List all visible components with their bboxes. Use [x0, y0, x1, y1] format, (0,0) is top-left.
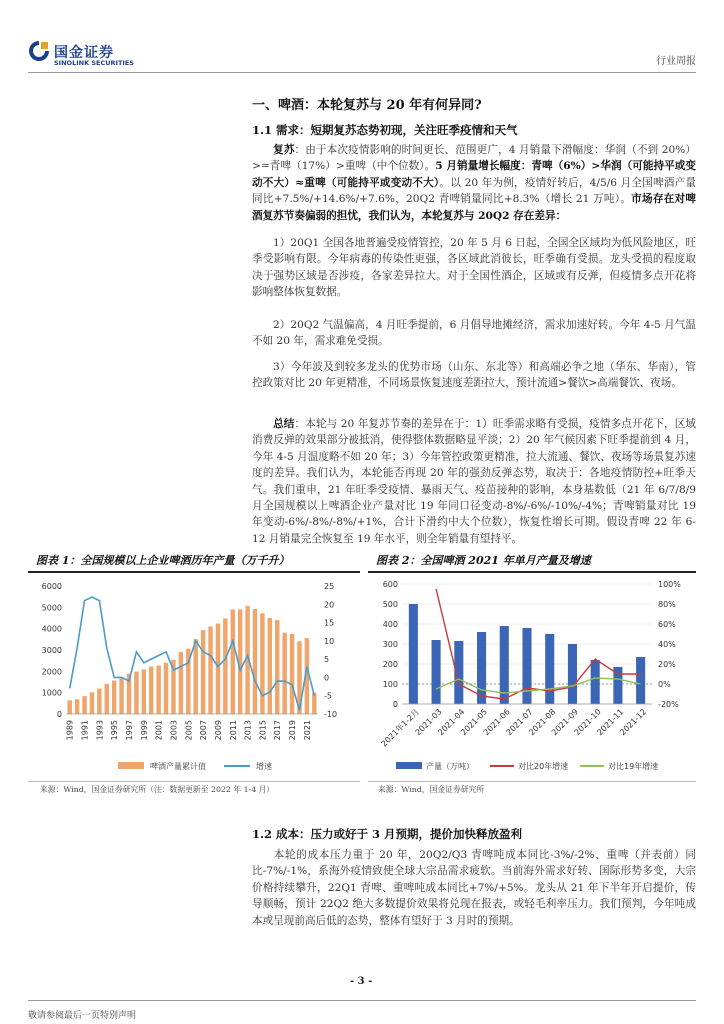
chart1-bar	[253, 609, 257, 714]
summary-label: 总结	[273, 418, 295, 430]
chart2-bar	[409, 604, 418, 704]
chart1-ytick-left: 2000	[41, 667, 62, 677]
chart1-ytick-right: 10	[324, 636, 335, 646]
chart1-bar	[312, 693, 316, 714]
chart1-bar	[260, 613, 264, 714]
chart1-bar	[97, 689, 101, 714]
chart1-bar	[282, 633, 286, 714]
chart1-xtick: 1993	[95, 720, 105, 741]
point-1-text: 1）20Q1 全国各地普遍受疫情管控，20 年 5 月 6 日起，全国全区域均为低风险地区，旺季受影响有限。今年病毒的传染性更强，各区域此消彼长，旺季确有受损。龙头受损的程度取决于强势区域是否涉疫，各家差异拉大。对于全国性酒企，区域或有反弹，但疫情多点开花将影响整体恢复数据。	[252, 237, 696, 299]
chart2-legend-line1-label: 对比20年增速	[518, 762, 569, 771]
page-number: - 3 -	[350, 976, 373, 987]
chart1-legend-bar-swatch	[118, 762, 144, 769]
chart1-bar	[112, 681, 116, 714]
chart1-bar	[142, 669, 146, 714]
chart1-xtick: 2021	[302, 720, 312, 741]
chart1-xtick: 2005	[184, 720, 194, 741]
chart2-bar	[522, 628, 531, 704]
recovery-segment-1: ：由于本次疫情影响的时间更长、范围更广，4 月销量下滑幅度：华润（不到 20%）>=青啤（17%）>重啤（中个位数）。	[252, 144, 696, 173]
chart2-bar	[432, 640, 441, 704]
chart1-ytick-left: 4000	[41, 624, 62, 634]
subsection-title-cost: 1.2 成本：压力或好于 3 月预期，提价加快释放盈利	[252, 827, 523, 841]
chart2-bar	[636, 657, 645, 704]
recovery-segment-4: 市场存在对啤酒复苏节奏偏弱的担忧，我们认为，本轮复苏与 20Q2 存在差异：	[252, 193, 696, 222]
chart1-ytick-left: 6000	[41, 582, 62, 591]
chart2-ytick-right: 60%	[658, 620, 676, 629]
chart2-xtick: 2021-09	[549, 707, 580, 738]
chart1-bar	[201, 630, 205, 714]
chart1-ytick-right: 25	[324, 582, 335, 591]
chart1-source: 来源：Wind，国金证券研究所（注：数据更新至 2022 年 1-4 月）	[40, 785, 275, 794]
chart1-ytick-right: 5	[324, 655, 330, 665]
chart2-legend-bar-swatch	[396, 762, 422, 769]
chart2-ytick-left: 400	[382, 620, 398, 629]
chart2-bar	[591, 660, 600, 704]
chart1-xtick: 2015	[258, 720, 268, 741]
recovery-segment-2: 5 月销量增长幅度：青啤（6%）>华润（可能持平或变动不大）≈重啤（可能持平或变动不大）	[252, 160, 696, 189]
chart1-xtick: 2003	[169, 720, 179, 741]
chart2-ytick-right: 100%	[658, 580, 681, 589]
chart1-ytick-left: 0	[56, 710, 62, 719]
paragraph-recovery	[252, 142, 696, 224]
point-3-text: 3）今年波及到较多龙头的优势市场（山东、东北等）和高端必争之地（华东、华南），管控政策对比 20 年更精准，不同场景恢复速度差距拉大，预计流通>餐饮>高端餐饮、夜场。	[252, 361, 696, 390]
header-divider	[28, 72, 696, 73]
chart2-ytick-left: 100	[382, 680, 398, 689]
chart1-ytick-left: 3000	[41, 646, 62, 655]
chart2-ytick-left: 0	[392, 700, 398, 709]
section-title: 一、啤酒：本轮复苏与 20 年有何异同?	[252, 98, 482, 113]
chart1-legend-bar-label: 啤酒产量累计值	[150, 762, 206, 771]
chart2-source-rule	[368, 781, 696, 782]
chart1-ytick-right: -10	[324, 710, 338, 719]
chart2-ytick-right: 0%	[658, 680, 671, 689]
paragraph-point-1	[252, 235, 696, 301]
chart2-ytick-left: 600	[382, 580, 398, 589]
chart1-xtick: 1999	[139, 720, 149, 741]
chart2-xtick: 2021年1-2月	[379, 707, 421, 749]
chart1-xtick: 2011	[228, 720, 238, 741]
chart1-xtick: 2009	[213, 720, 223, 741]
chart1-bar	[156, 666, 160, 714]
chart2-bar	[477, 632, 486, 704]
recovery-segment-3: 。以 20 年为例，疫情好转后，4/5/6 月全国啤酒产量同比+7.5%/+14.6%/+7.6%，20Q2 青啤销量同比+8.3%（增长 21 万吨）。	[252, 176, 696, 206]
chart1-bar	[82, 696, 86, 714]
chart1-xtick: 1989	[65, 720, 75, 741]
chart2-xtick: 2021-08	[527, 707, 558, 738]
chart2-legend-line2-label: 对比19年增速	[608, 762, 659, 771]
chart2-xtick: 2021-12	[618, 707, 649, 738]
chart2-ytick-left: 500	[382, 600, 398, 609]
chart1-bar	[179, 652, 183, 714]
subsection-title-demand: 1.1 需求：短期复苏态势初现，关注旺季疫情和天气	[252, 123, 518, 137]
chart1-bar	[164, 663, 168, 714]
chart1-bar	[216, 624, 220, 714]
chart2-xtick: 2021-07	[504, 707, 535, 738]
chart2-ytick-left: 300	[382, 640, 398, 649]
chart2-xtick: 2021-06	[481, 707, 512, 738]
chart1-bar	[149, 666, 153, 714]
chart1-source-rule	[28, 781, 360, 782]
chart1-title-rule	[28, 571, 360, 573]
chart2-ytick-right: 40%	[658, 640, 676, 649]
chart2-ytick-left: 200	[382, 660, 398, 669]
chart1-xtick: 2019	[288, 720, 298, 741]
chart2-xtick: 2021-04	[436, 707, 467, 738]
chart1-ytick-right: 20	[324, 600, 335, 610]
chart2-bar	[545, 634, 554, 704]
cost-text: 本轮的成本压力重于 20 年，20Q2/Q3 青啤吨成本同比-3%/-2%、重啤（并表前）同比-7%/-1%，系海外疫情致使全球大宗品需求疲软。当前海外需求好转、国际形势多变，大宗价格持续攀升，22Q1 青啤、重啤吨成本同比+7%/+5%。龙头从 21 年下半年开启提价，传导顺畅，预计 22Q2 绝大多数提价效果将兑现在报表，或轻毛利率压力。我们预判，今年吨成本或呈现前高后低的态势，整体有望好于 3 月时的预期。	[252, 849, 696, 927]
chart1-xtick: 2001	[154, 720, 164, 741]
chart1-xtick: 1995	[110, 720, 120, 741]
chart1-bar	[290, 634, 294, 714]
chart1-bar	[208, 627, 212, 714]
chart2-plot	[368, 574, 696, 778]
chart1-bar	[90, 692, 94, 714]
chart2-source: 来源：Wind，国金证券研究所	[378, 785, 485, 794]
chart1-bar	[193, 639, 197, 714]
chart1-bar	[231, 609, 235, 714]
chart2-xtick: 2021-11	[595, 707, 626, 738]
chart1-ytick-right: -5	[324, 691, 332, 701]
chart1-xtick: 2017	[273, 720, 283, 741]
paragraph-point-2	[252, 317, 696, 350]
chart1-xtick: 2007	[199, 720, 209, 741]
chart1-bar	[67, 700, 71, 714]
paragraph-point-3	[252, 359, 696, 392]
sinolink-logo-icon	[28, 40, 50, 62]
chart2-title: 图表 2：全国啤酒 2021 年单月产量及增速	[376, 554, 591, 567]
chart2-bar	[568, 644, 577, 704]
paragraph-summary	[252, 416, 696, 547]
chart2-xtick: 2021-05	[459, 707, 490, 738]
chart1-xtick: 1997	[125, 720, 134, 741]
chart1-ytick-left: 1000	[41, 688, 62, 698]
chart2-ytick-right: 20%	[658, 660, 676, 669]
recovery-segment-0: 复苏	[273, 144, 295, 156]
chart1-bar	[134, 672, 138, 714]
chart1-bar	[268, 618, 272, 714]
brand-name-cn: 国金证券	[54, 45, 114, 61]
report-type-label: 行业周报	[656, 56, 696, 67]
paragraph-cost	[252, 847, 696, 929]
chart2-line-2	[436, 678, 640, 693]
chart1-title: 图表 1：全国规模以上企业啤酒历年产量（万千升）	[36, 554, 290, 567]
chart2-xtick: 2021-03	[413, 707, 444, 738]
chart2-xtick: 2021-10	[572, 707, 603, 738]
chart2-ytick-right: 80%	[658, 600, 676, 609]
chart1-bar	[119, 678, 123, 714]
chart1-ytick-right: 15	[324, 618, 335, 628]
chart1-plot	[28, 574, 360, 778]
chart1-bar	[75, 699, 79, 714]
chart1-ytick-left: 5000	[41, 603, 62, 613]
footer-divider	[28, 1000, 696, 1001]
chart1-xtick: 2013	[243, 720, 253, 741]
chart2-legend-bar-label: 产量（万吨）	[426, 762, 474, 771]
chart1-xtick: 1991	[80, 720, 90, 741]
brand-name-en: SINOLINK SECURITIES	[54, 59, 134, 67]
chart2-title-rule	[368, 571, 696, 573]
summary-text: ：本轮与 20 年复苏节奏的差异在于：1）旺季需求略有受损，疫情多点开花下，区域消费反弹的效果部分被抵消，使得整体数据略显平淡；2）20 年气候因素下旺季提前到 4 月，今年 4-5 月温度略不如 20 年；3）今年管控政策更精准，拉大流通、餐饮、夜场等场景复苏速度的差异。我们认为，本轮能否再现 20 年的强劲反弹态势，取决于：各地疫情防控+旺季天气。我们重申，21 年旺季受疫情、暴雨天气、疫苗接种的影响，本身基数低（21 年 6/7/8/9 月全国规模以上啤酒企业产量对比 19 年同口径变动-8%/-6%/-10%/-4%；青啤销量对比 19 年变动-6%/-8%/-8%/+1%，合计下滑约中大个位数），恢复性增长可期。假设青啤 22 年 6-12 月销量完全恢复至 19 年水平，则全年销量有望持平。	[252, 418, 697, 545]
chart1-legend-line-label: 增速	[256, 762, 272, 771]
chart1-bar	[223, 618, 227, 714]
chart1-bar	[275, 620, 279, 714]
chart1-ytick-right: 0	[324, 673, 330, 683]
point-2-text: 2）20Q2 气温偏高，4 月旺季提前，6 月倡导地摊经济，需求加速好转。今年 4-5 月气温不如 20 年，需求难免受损。	[252, 319, 696, 348]
chart1-bar	[105, 684, 109, 714]
footer-disclaimer: 敬请参阅最后一页特别声明	[28, 1011, 137, 1021]
chart2-ytick-right: -20%	[658, 700, 679, 709]
